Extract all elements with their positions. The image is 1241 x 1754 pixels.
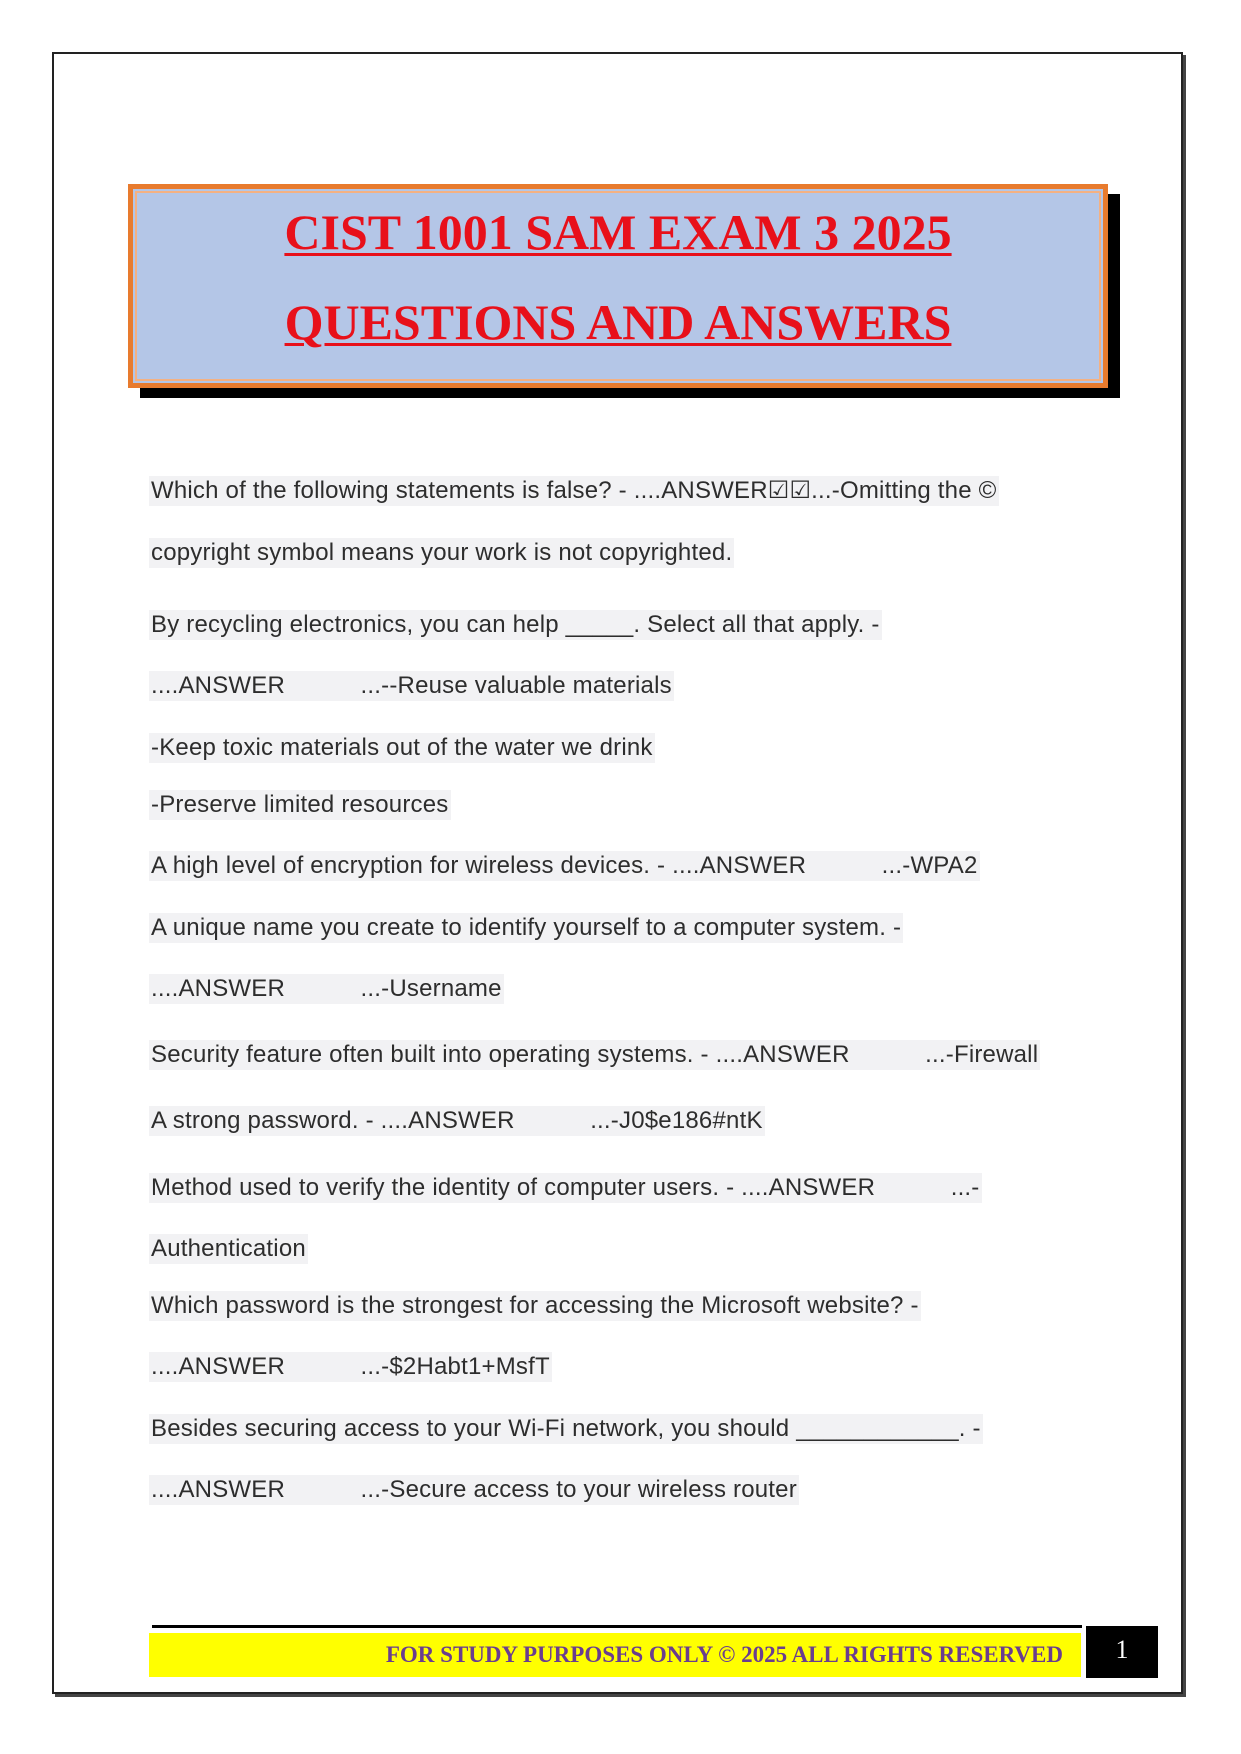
- qa-line: -Preserve limited resources: [151, 791, 449, 818]
- qa-line: copyright symbol means your work is not copyrighted.: [151, 539, 733, 566]
- qa-line: Besides securing access to your Wi-Fi network, you should ____________. -: [151, 1415, 981, 1442]
- qa-line: Which password is the strongest for accessing the Microsoft website? -: [151, 1292, 919, 1319]
- qa-line: Security feature often built into operating systems. - ....ANSWER ...-Firewall: [151, 1041, 1039, 1068]
- qa-line: ....ANSWER ...--Reuse valuable materials: [151, 672, 672, 699]
- document-title-line-2: QUESTIONS AND ANSWERS: [284, 294, 952, 350]
- footer-divider: [152, 1625, 1082, 1628]
- qa-line: A unique name you create to identify yourself to a computer system. -: [151, 914, 902, 941]
- qa-line: ....ANSWER ...-Username: [151, 975, 502, 1002]
- qa-line: A strong password. - ....ANSWER ...-J0$e186#ntK: [151, 1107, 763, 1134]
- qa-line: ....ANSWER ...-Secure access to your wireless router: [151, 1476, 797, 1503]
- qa-line: By recycling electronics, you can help _____. Select all that apply. -: [151, 611, 880, 638]
- qa-line: -Keep toxic materials out of the water we drink: [151, 734, 653, 761]
- qa-line: ....ANSWER ...-$2Habt1+MsfT: [151, 1353, 550, 1380]
- qa-line: A high level of encryption for wireless devices. - ....ANSWER ...-WPA2: [151, 852, 978, 879]
- page-number: 1: [1086, 1626, 1158, 1678]
- title-box: [128, 184, 1108, 388]
- qa-line: Which of the following statements is false? - ....ANSWER☑☑...-Omitting the ©: [151, 477, 997, 504]
- document-title-line-1: CIST 1001 SAM EXAM 3 2025: [284, 204, 952, 260]
- qa-line: Authentication: [151, 1235, 306, 1262]
- qa-line: Method used to verify the identity of computer users. - ....ANSWER ...-: [151, 1174, 980, 1201]
- footer-copyright: FOR STUDY PURPOSES ONLY © 2025 ALL RIGHTS RESERVED: [385, 1642, 1063, 1667]
